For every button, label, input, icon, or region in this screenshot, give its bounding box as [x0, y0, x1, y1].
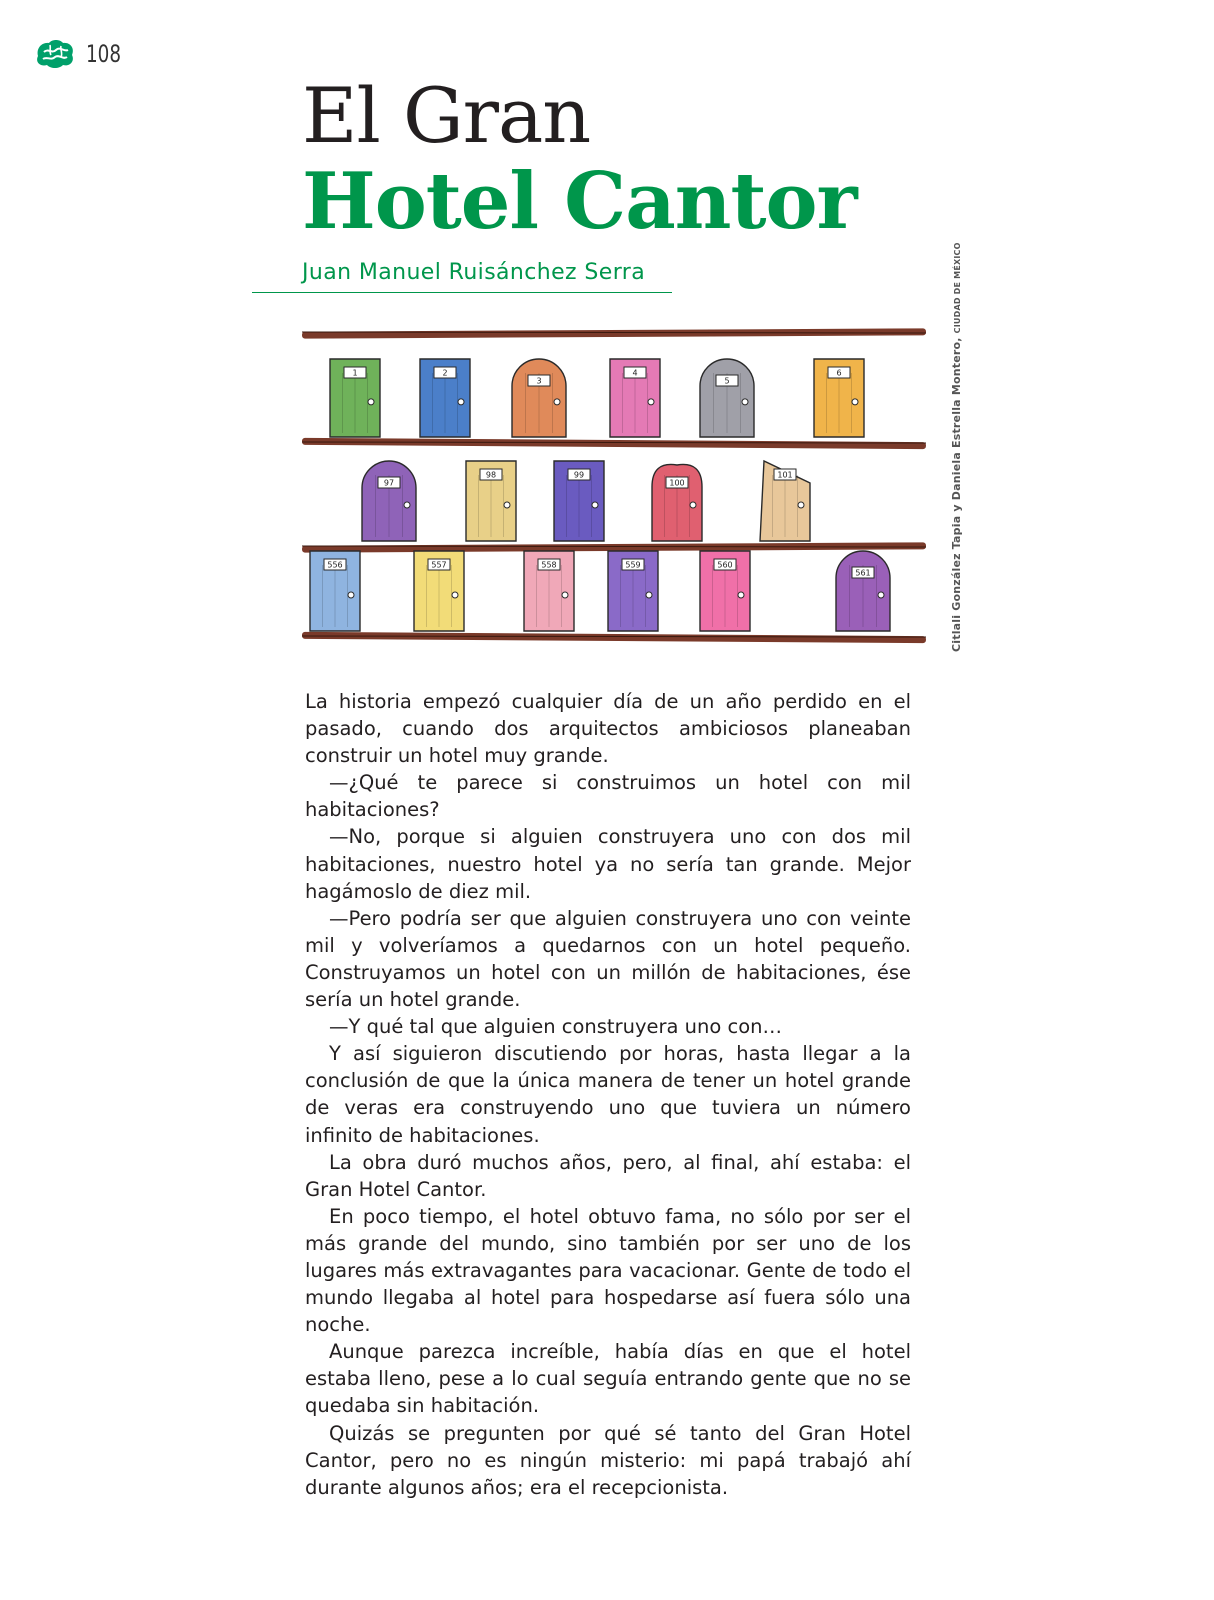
story-paragraph: En poco tiempo, el hotel obtuvo fama, no sólo por ser el más grande del mundo, sino también por ser uno de los lugares más extravagantes para vacacionar. Gente de todo el mundo llegaba al hotel para hospedarse así fuera sólo una noche. [305, 1204, 911, 1337]
door-number: 2 [442, 368, 448, 378]
door-number: 98 [485, 470, 497, 480]
title-line-2: Hotel Cantor [302, 156, 857, 247]
story-paragraph: —Pero podría ser que alguien construyera uno con veinte mil y volveríamos a quedarnos con un hotel pequeño. Construyamos un hotel con un millón de habitaciones, ése sería un hotel grande. [305, 906, 911, 1012]
hotel-door [814, 359, 864, 437]
story-paragraph: —No, porque si alguien construyera uno con dos mil habitaciones, nuestro hotel ya no sería tan grande. Mejor hagámoslo de diez mil. [305, 825, 911, 903]
hotel-door [760, 461, 810, 541]
hotel-door [652, 464, 702, 541]
story-paragraph: Aunque parezca increíble, había días en que el hotel estaba lleno, pese a lo cual seguía entrando gente que no se quedaba sin habitación. [305, 1340, 911, 1418]
hotel-door [610, 359, 660, 437]
page-header [34, 38, 127, 70]
hotel-door [330, 359, 380, 437]
door-knob [404, 502, 410, 508]
hotel-door [420, 359, 470, 437]
hotel-door [700, 359, 754, 437]
door-knob [504, 502, 510, 508]
page-number: 108 [86, 40, 122, 68]
author-name: Juan Manuel Ruisánchez Serra [302, 260, 646, 285]
story-paragraph: Quizás se pregunten por qué sé tanto del Gran Hotel Cantor, pero no es ningún misterio: mi papá trabajó ahí durante algunos años; era el recepcionista. [305, 1421, 911, 1499]
shelf [302, 438, 926, 449]
hotel-doors-illustration [302, 322, 936, 654]
shelf [302, 632, 926, 643]
door-number: 561 [855, 568, 871, 578]
illustration-credit [950, 242, 963, 652]
door-knob [368, 399, 374, 405]
door-knob [878, 592, 884, 598]
hotel-door [700, 551, 750, 631]
door-number: 556 [327, 560, 343, 570]
hotel-door [512, 359, 566, 437]
story-paragraph: La obra duró muchos años, pero, al final, ahí estaba: el Gran Hotel Cantor. [305, 1150, 911, 1201]
door-knob [646, 592, 652, 598]
door-number: 5 [724, 376, 730, 386]
hotel-door [362, 461, 416, 541]
door-knob [562, 592, 568, 598]
hotel-door [836, 551, 890, 631]
story-paragraph: Y así siguieron discutiendo por horas, hasta llegar a la conclusión de que la única manera de tener un hotel grande de veras era construyendo uno que tuviera un número infinito de habitaciones. [305, 1042, 911, 1147]
door-knob [690, 502, 696, 508]
door-knob [798, 502, 804, 508]
hotel-door [608, 551, 658, 631]
story-text [305, 688, 911, 1501]
door-number: 3 [536, 376, 542, 386]
credit-place: CIUDAD DE MÉXICO [953, 242, 962, 334]
brain-logo-icon [34, 38, 76, 70]
shelf [302, 328, 926, 338]
hotel-door [310, 551, 360, 631]
door-knob [742, 399, 748, 405]
door-number: 557 [431, 560, 447, 570]
story-paragraph: La historia empezó cualquier día de un año perdido en el pasado, cuando dos arquitectos ambiciosos planeaban construir un hotel muy grande. [305, 690, 911, 768]
story-paragraph: —¿Qué te parece si construimos un hotel con mil habitaciones? [305, 771, 911, 822]
article-title [302, 71, 857, 247]
door-number: 559 [625, 560, 641, 570]
hotel-door [466, 461, 516, 541]
door-number: 97 [383, 478, 395, 488]
hotel-door [414, 551, 464, 631]
door-number: 560 [717, 560, 733, 570]
door-knob [852, 399, 858, 405]
author-underline [252, 292, 672, 293]
door-number: 6 [836, 368, 842, 378]
door-knob [592, 502, 598, 508]
door-knob [458, 399, 464, 405]
door-number: 558 [541, 560, 557, 570]
title-line-1: El Gran [302, 71, 591, 160]
door-knob [554, 399, 560, 405]
door-number: 100 [669, 478, 685, 488]
credit-authors: Citlali González Tapia y Daniela Estrella Montero, [950, 337, 963, 652]
door-number: 101 [777, 470, 793, 480]
door-number: 99 [573, 470, 585, 480]
door-knob [452, 592, 458, 598]
door-number: 1 [352, 368, 358, 378]
story-paragraph: —Y qué tal que alguien construyera uno con… [329, 1015, 783, 1039]
door-knob [348, 592, 354, 598]
hotel-door [524, 551, 574, 631]
door-knob [648, 399, 654, 405]
door-number: 4 [632, 368, 638, 378]
hotel-door [554, 461, 604, 541]
door-knob [738, 592, 744, 598]
